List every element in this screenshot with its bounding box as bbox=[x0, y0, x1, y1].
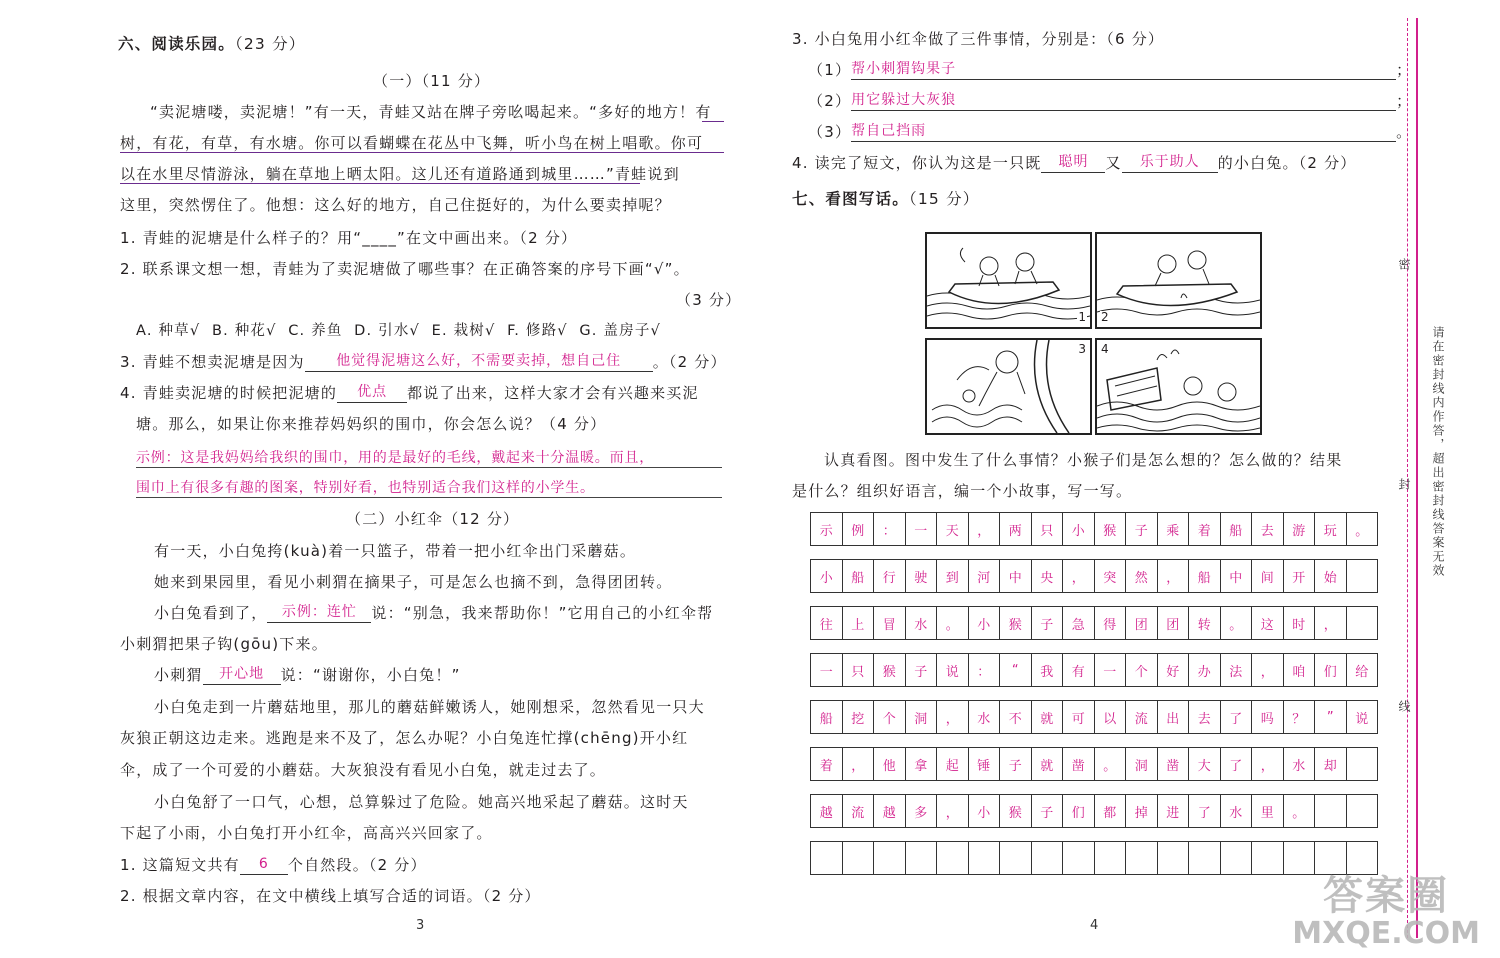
grid-cell: 玩 bbox=[1315, 513, 1347, 545]
grid-cell: 说 bbox=[1347, 701, 1379, 733]
grid-cell: 猴 bbox=[874, 654, 906, 686]
page-number: 3 bbox=[416, 918, 425, 933]
answer-underline bbox=[120, 183, 640, 184]
grid-cell: 越 bbox=[810, 795, 843, 827]
grid-cell: 好 bbox=[1158, 654, 1190, 686]
grid-cell bbox=[1221, 842, 1253, 874]
passage-2-question-2: 2. 根据文章内容，在文中横线上填写合适的词语。（2 分） bbox=[120, 887, 541, 905]
grid-cell: 多 bbox=[906, 795, 938, 827]
option-e: E. 栽树√ bbox=[431, 323, 496, 339]
grid-cell bbox=[906, 842, 938, 874]
grid-cell: 开 bbox=[1284, 560, 1316, 592]
grid-cell: 凿 bbox=[1063, 748, 1095, 780]
question-4: 4. 青蛙卖泥塘的时候把泥塘的 优点 都说了出来，这样大家才会有兴趣来买泥 bbox=[120, 384, 699, 402]
grid-cell bbox=[1158, 842, 1190, 874]
passage-1-line: 以在水里尽情游泳，躺在草地上晒太阳。这儿还有道路通到城里……”青蛙说到 bbox=[120, 165, 680, 183]
grid-cell: 转 bbox=[1189, 607, 1221, 639]
grid-cell: ， bbox=[969, 513, 1001, 545]
grid-cell: 船 bbox=[843, 560, 875, 592]
grid-cell bbox=[1063, 842, 1095, 874]
passage-1-line: 树，有花，有草，有水塘。你可以看蝴蝶在花丛中飞舞，听小鸟在树上唱歌。你可 bbox=[120, 134, 704, 152]
passage-2-title: （二）小红伞（12 分） bbox=[346, 510, 520, 528]
q3-item-1: （1）帮小刺猬钩果子 ； bbox=[808, 61, 1413, 79]
grid-cell: 有 bbox=[1063, 654, 1095, 686]
question-2: 2. 联系课文想一想，青蛙为了卖泥塘做了哪些事？在正确答案的序号下画“√”。 bbox=[120, 260, 690, 278]
panel-number: 1 bbox=[1078, 310, 1086, 324]
writing-prompt-line-1: 认真看图。图中发生了什么事情？小猴子们是怎么想的？怎么做的？结果 bbox=[824, 451, 1343, 469]
passage-2-line: 她来到果园里，看见小刺猬在摘果子，可是怎么也摘不到，急得团团转。 bbox=[154, 573, 673, 591]
grid-cell: 却 bbox=[1315, 748, 1347, 780]
writing-prompt-line-2: 是什么？组织好语言，编一个小故事，写一写。 bbox=[792, 482, 1133, 500]
grid-cell: ： bbox=[969, 654, 1001, 686]
grid-row bbox=[810, 841, 1378, 875]
comic-panel-1 bbox=[925, 232, 1092, 329]
grid-cell: 时 bbox=[1284, 607, 1316, 639]
grid-cell: 掉 bbox=[1126, 795, 1158, 827]
grid-cell: 天 bbox=[937, 513, 969, 545]
grid-cell: 猴 bbox=[1000, 607, 1032, 639]
q3-item-3-answer: 帮自己挡雨 bbox=[851, 122, 1396, 142]
grid-cell: 游 bbox=[1284, 513, 1316, 545]
passage-2-line: 下起了小雨，小白兔打开小红伞，高高兴兴回家了。 bbox=[120, 824, 493, 842]
q3-item-3: （3）帮自己挡雨 。 bbox=[808, 123, 1413, 141]
boat-monkeys-illustration bbox=[927, 234, 1090, 327]
grid-cell: 始 bbox=[1315, 560, 1347, 592]
grid-cell bbox=[1315, 842, 1347, 874]
grid-cell: 法 bbox=[1221, 654, 1253, 686]
grid-cell: 水 bbox=[969, 701, 1001, 733]
passage-2-line: 小刺猬 开心地 说：“谢谢你，小白兔！” bbox=[154, 666, 461, 684]
grid-cell: 个 bbox=[874, 701, 906, 733]
watermark-logo: 答案圈 bbox=[1323, 873, 1450, 919]
grid-cell: 子 bbox=[1032, 607, 1064, 639]
grid-cell bbox=[1189, 842, 1221, 874]
grid-cell: ： bbox=[874, 513, 906, 545]
grid-cell: 乘 bbox=[1158, 513, 1190, 545]
grid-cell: 吗 bbox=[1252, 701, 1284, 733]
seal-mark: 线 bbox=[1397, 700, 1411, 714]
grid-cell: 给 bbox=[1347, 654, 1379, 686]
grid-cell: ， bbox=[1063, 560, 1095, 592]
grid-cell: 间 bbox=[1252, 560, 1284, 592]
grid-cell: 流 bbox=[843, 795, 875, 827]
grid-cell: 得 bbox=[1095, 607, 1127, 639]
grid-cell bbox=[1000, 842, 1032, 874]
question-3: 3. 青蛙不想卖泥塘是因为 他觉得泥塘这么好，不需要卖掉，想自己住 。（2 分） bbox=[120, 353, 727, 371]
grid-cell: 团 bbox=[1158, 607, 1190, 639]
grid-cell bbox=[1095, 842, 1127, 874]
passage-2-blank-2: 开心地 bbox=[203, 665, 281, 685]
section-6-title: 六、阅读乐园。（23 分） bbox=[118, 35, 306, 53]
question-4-written-answer: 示例：这是我妈妈给我织的围巾，用的是最好的毛线，戴起来十分温暖。而且， bbox=[136, 450, 654, 466]
passage-2-line: 灰狼正朝这边走来。逃跑是来不及了，怎么办呢？小白兔连忙撑(chēng)开小红 bbox=[120, 729, 689, 747]
passage-2-line: 小白兔看到了， 示例：连忙 说：“别急，我来帮助你！”它用自己的小红伞帮 bbox=[154, 604, 714, 622]
grid-cell: 去 bbox=[1189, 701, 1221, 733]
grid-cell: 猴 bbox=[1095, 513, 1127, 545]
grid-cell: 。 bbox=[937, 607, 969, 639]
watermark-url: MXQE.COM bbox=[1292, 916, 1480, 951]
grid-cell bbox=[1032, 842, 1064, 874]
grid-cell: 着 bbox=[1189, 513, 1221, 545]
grid-cell: 流 bbox=[1126, 701, 1158, 733]
option-g: G. 盖房子√ bbox=[579, 323, 661, 339]
grid-cell: 出 bbox=[1158, 701, 1190, 733]
passage-2-question-1-answer: 6 bbox=[240, 855, 288, 875]
grid-cell: 然 bbox=[1126, 560, 1158, 592]
grid-cell bbox=[874, 842, 906, 874]
seal-mark: 封 bbox=[1397, 478, 1411, 492]
grid-cell: 大 bbox=[1189, 748, 1221, 780]
grid-cell: 。 bbox=[1347, 513, 1379, 545]
passage-2-line: 有一天，小白兔挎(kuà)着一只篮子，带着一把小红伞出门采蘑菇。 bbox=[154, 542, 637, 560]
grid-cell: 小 bbox=[969, 795, 1001, 827]
grid-cell bbox=[1347, 607, 1379, 639]
grid-cell: 河 bbox=[969, 560, 1001, 592]
grid-cell: 们 bbox=[1063, 795, 1095, 827]
grid-cell: 船 bbox=[1221, 513, 1253, 545]
page-number: 4 bbox=[1090, 918, 1099, 933]
grid-cell bbox=[1252, 842, 1284, 874]
grid-cell: 他 bbox=[874, 748, 906, 780]
grid-cell: 小 bbox=[810, 560, 843, 592]
grid-cell: 船 bbox=[1189, 560, 1221, 592]
grid-cell: 咱 bbox=[1284, 654, 1316, 686]
grid-cell: 例 bbox=[843, 513, 875, 545]
grid-cell: 一 bbox=[810, 654, 843, 686]
grid-cell: 小 bbox=[969, 607, 1001, 639]
grid-cell: 起 bbox=[937, 748, 969, 780]
panel-number: 2 bbox=[1101, 310, 1109, 324]
option-b: B. 种花√ bbox=[211, 323, 277, 339]
grid-cell: 越 bbox=[874, 795, 906, 827]
section-7-title: 七、看图写话。（15 分） bbox=[792, 190, 980, 208]
grid-cell: 们 bbox=[1315, 654, 1347, 686]
grid-cell: ， bbox=[937, 795, 969, 827]
option-c: C. 养鱼 bbox=[288, 323, 343, 339]
passage-2-question-1: 1. 这篇短文共有 6 个自然段。（2 分） bbox=[120, 856, 427, 874]
grid-cell: 只 bbox=[1032, 513, 1064, 545]
grid-cell: 一 bbox=[906, 513, 938, 545]
seal-line-notice: 请在密封线内作答，超出密封线答案无效 bbox=[1431, 326, 1445, 578]
grid-cell: ？ bbox=[1284, 701, 1316, 733]
grid-cell: 子 bbox=[1000, 748, 1032, 780]
grid-cell: 。 bbox=[1095, 748, 1127, 780]
grid-row bbox=[810, 559, 1378, 593]
grid-cell: 凿 bbox=[1158, 748, 1190, 780]
grid-cell: ， bbox=[1158, 560, 1190, 592]
grid-cell: 急 bbox=[1063, 607, 1095, 639]
grid-row bbox=[810, 512, 1378, 546]
grid-cell: 挖 bbox=[843, 701, 875, 733]
grid-cell: 央 bbox=[1032, 560, 1064, 592]
q4-answer-2: 乐于助人 bbox=[1122, 153, 1218, 173]
grid-cell: 往 bbox=[810, 607, 843, 639]
grid-cell: 了 bbox=[1221, 701, 1253, 733]
grid-cell: 水 bbox=[1284, 748, 1316, 780]
grid-cell bbox=[1126, 842, 1158, 874]
grid-row bbox=[810, 794, 1378, 828]
grid-cell bbox=[969, 842, 1001, 874]
question-1: 1. 青蛙的泥塘是什么样子的？用“____”在文中画出来。（2 分） bbox=[120, 229, 578, 247]
comic-panel-3 bbox=[925, 338, 1092, 435]
grid-cell: 中 bbox=[1000, 560, 1032, 592]
seal-line-solid bbox=[1416, 18, 1418, 938]
answer-underline bbox=[702, 121, 724, 122]
grid-cell: 这 bbox=[1252, 607, 1284, 639]
passage-1-line: 这里，突然愣住了。他想：这么好的地方，自己住挺好的，为什么要卖掉呢？ bbox=[120, 196, 671, 214]
option-f: F. 修路√ bbox=[507, 323, 568, 339]
q3-item-1-answer: 帮小刺猬钩果子 bbox=[851, 60, 1396, 80]
grid-cell: 就 bbox=[1032, 701, 1064, 733]
grid-cell bbox=[1315, 795, 1347, 827]
writing-grid bbox=[810, 512, 1378, 880]
grid-cell: 不 bbox=[1000, 701, 1032, 733]
q4-answer-1: 聪明 bbox=[1041, 153, 1105, 173]
question-3-right: 3. 小白兔用小红伞做了三件事情，分别是：（6 分） bbox=[792, 30, 1165, 48]
grid-cell: 里 bbox=[1252, 795, 1284, 827]
grid-cell bbox=[1347, 842, 1379, 874]
grid-cell: 拿 bbox=[906, 748, 938, 780]
grid-cell: 只 bbox=[843, 654, 875, 686]
passage-1-title: （一）（11 分） bbox=[373, 72, 491, 90]
grid-cell bbox=[843, 842, 875, 874]
q3-item-2-answer: 用它躲过大灰狼 bbox=[851, 91, 1396, 111]
question-4-line-2: 塘。那么，如果让你来推荐妈妈织的围巾，你会怎么说？（4 分） bbox=[136, 415, 607, 433]
grid-cell: 两 bbox=[1000, 513, 1032, 545]
grid-cell: 说 bbox=[937, 654, 969, 686]
answer-line bbox=[136, 467, 722, 468]
hammering-illustration bbox=[927, 340, 1090, 433]
question-2-options bbox=[136, 321, 661, 341]
question-2-score: （3 分） bbox=[676, 291, 742, 309]
grid-cell: “ bbox=[1000, 654, 1032, 686]
grid-cell: 冒 bbox=[874, 607, 906, 639]
grid-cell: 一 bbox=[1095, 654, 1127, 686]
grid-cell: 可 bbox=[1063, 701, 1095, 733]
grid-row bbox=[810, 747, 1378, 781]
grid-row bbox=[810, 700, 1378, 734]
question-4-written-answer: 围巾上有很多有趣的图案，特别好看，也特别适合我们这样的小学生。 bbox=[136, 480, 595, 496]
grid-cell: 洞 bbox=[1126, 748, 1158, 780]
grid-cell: 去 bbox=[1252, 513, 1284, 545]
option-a: A. 种草√ bbox=[136, 323, 201, 339]
grid-row bbox=[810, 653, 1378, 687]
grid-cell: 就 bbox=[1032, 748, 1064, 780]
grid-cell: 个 bbox=[1126, 654, 1158, 686]
boat-leaking-illustration bbox=[1097, 234, 1260, 327]
q3-item-2: （2）用它躲过大灰狼 ； bbox=[808, 92, 1413, 110]
grid-cell: ， bbox=[843, 748, 875, 780]
grid-cell: 我 bbox=[1032, 654, 1064, 686]
grid-cell bbox=[937, 842, 969, 874]
grid-cell bbox=[1347, 560, 1379, 592]
option-d: D. 引水√ bbox=[354, 323, 420, 339]
grid-cell: ， bbox=[1315, 607, 1347, 639]
comic-panel-2 bbox=[1095, 232, 1262, 329]
grid-cell: 了 bbox=[1189, 795, 1221, 827]
grid-cell: 以 bbox=[1095, 701, 1127, 733]
passage-2-blank-1: 示例：连忙 bbox=[267, 603, 371, 623]
grid-cell bbox=[810, 842, 843, 874]
grid-cell: 都 bbox=[1095, 795, 1127, 827]
grid-cell: 船 bbox=[810, 701, 843, 733]
grid-row bbox=[810, 606, 1378, 640]
grid-cell bbox=[1347, 795, 1379, 827]
passage-1-line: “卖泥塘喽，卖泥塘！”有一天，青蛙又站在牌子旁吆喝起来。“多好的地方！有 bbox=[150, 103, 712, 121]
grid-cell: ， bbox=[1252, 654, 1284, 686]
grid-cell: ” bbox=[1315, 701, 1347, 733]
grid-cell: 团 bbox=[1126, 607, 1158, 639]
grid-cell: 水 bbox=[906, 607, 938, 639]
grid-cell: 水 bbox=[1221, 795, 1253, 827]
grid-cell: 中 bbox=[1221, 560, 1253, 592]
grid-cell: 小 bbox=[1063, 513, 1095, 545]
grid-cell: 突 bbox=[1095, 560, 1127, 592]
passage-2-line: 伞，成了一个可爱的小蘑菇。大灰狼没有看见小白兔，就走过去了。 bbox=[120, 761, 607, 779]
answer-line bbox=[136, 497, 722, 498]
watermark bbox=[1292, 874, 1480, 950]
sinking-boat-illustration bbox=[1097, 340, 1260, 433]
comic-panel-4 bbox=[1095, 338, 1262, 435]
grid-cell: 办 bbox=[1189, 654, 1221, 686]
panel-number: 3 bbox=[1078, 342, 1086, 356]
grid-cell: 。 bbox=[1284, 795, 1316, 827]
grid-cell bbox=[1347, 748, 1379, 780]
passage-2-line: 小白兔舒了一口气，心想，总算躲过了危险。她高兴地采起了蘑菇。这时天 bbox=[154, 793, 689, 811]
grid-cell: 子 bbox=[1032, 795, 1064, 827]
grid-cell: 锤 bbox=[969, 748, 1001, 780]
panel-number: 4 bbox=[1101, 342, 1109, 356]
grid-cell bbox=[1284, 842, 1316, 874]
grid-cell: 驶 bbox=[906, 560, 938, 592]
grid-cell: 洞 bbox=[906, 701, 938, 733]
grid-cell: 子 bbox=[906, 654, 938, 686]
question-3-answer: 他觉得泥塘这么好，不需要卖掉，想自己住 bbox=[305, 352, 653, 372]
question-4-answer: 优点 bbox=[337, 383, 407, 403]
grid-cell: 示 bbox=[810, 513, 843, 545]
grid-cell: 猴 bbox=[1000, 795, 1032, 827]
grid-cell: 子 bbox=[1126, 513, 1158, 545]
grid-cell: 上 bbox=[843, 607, 875, 639]
grid-cell: ， bbox=[937, 701, 969, 733]
passage-2-line: 小刺猬把果子钩(gōu)下来。 bbox=[120, 635, 328, 653]
grid-cell: 行 bbox=[874, 560, 906, 592]
passage-2-line: 小白兔走到一片蘑菇地里，那儿的蘑菇鲜嫩诱人，她刚想采，忽然看见一只大 bbox=[154, 698, 705, 716]
answer-underline bbox=[120, 152, 724, 153]
seal-mark: 密 bbox=[1397, 258, 1411, 272]
grid-cell: 着 bbox=[810, 748, 843, 780]
grid-cell: 进 bbox=[1158, 795, 1190, 827]
grid-cell: 。 bbox=[1221, 607, 1253, 639]
grid-cell: ， bbox=[1252, 748, 1284, 780]
grid-cell: 了 bbox=[1221, 748, 1253, 780]
grid-cell: 到 bbox=[937, 560, 969, 592]
question-4-right: 4. 读完了短文，你认为这是一只既 聪明 又 乐于助人 的小白兔。（2 分） bbox=[792, 154, 1357, 172]
